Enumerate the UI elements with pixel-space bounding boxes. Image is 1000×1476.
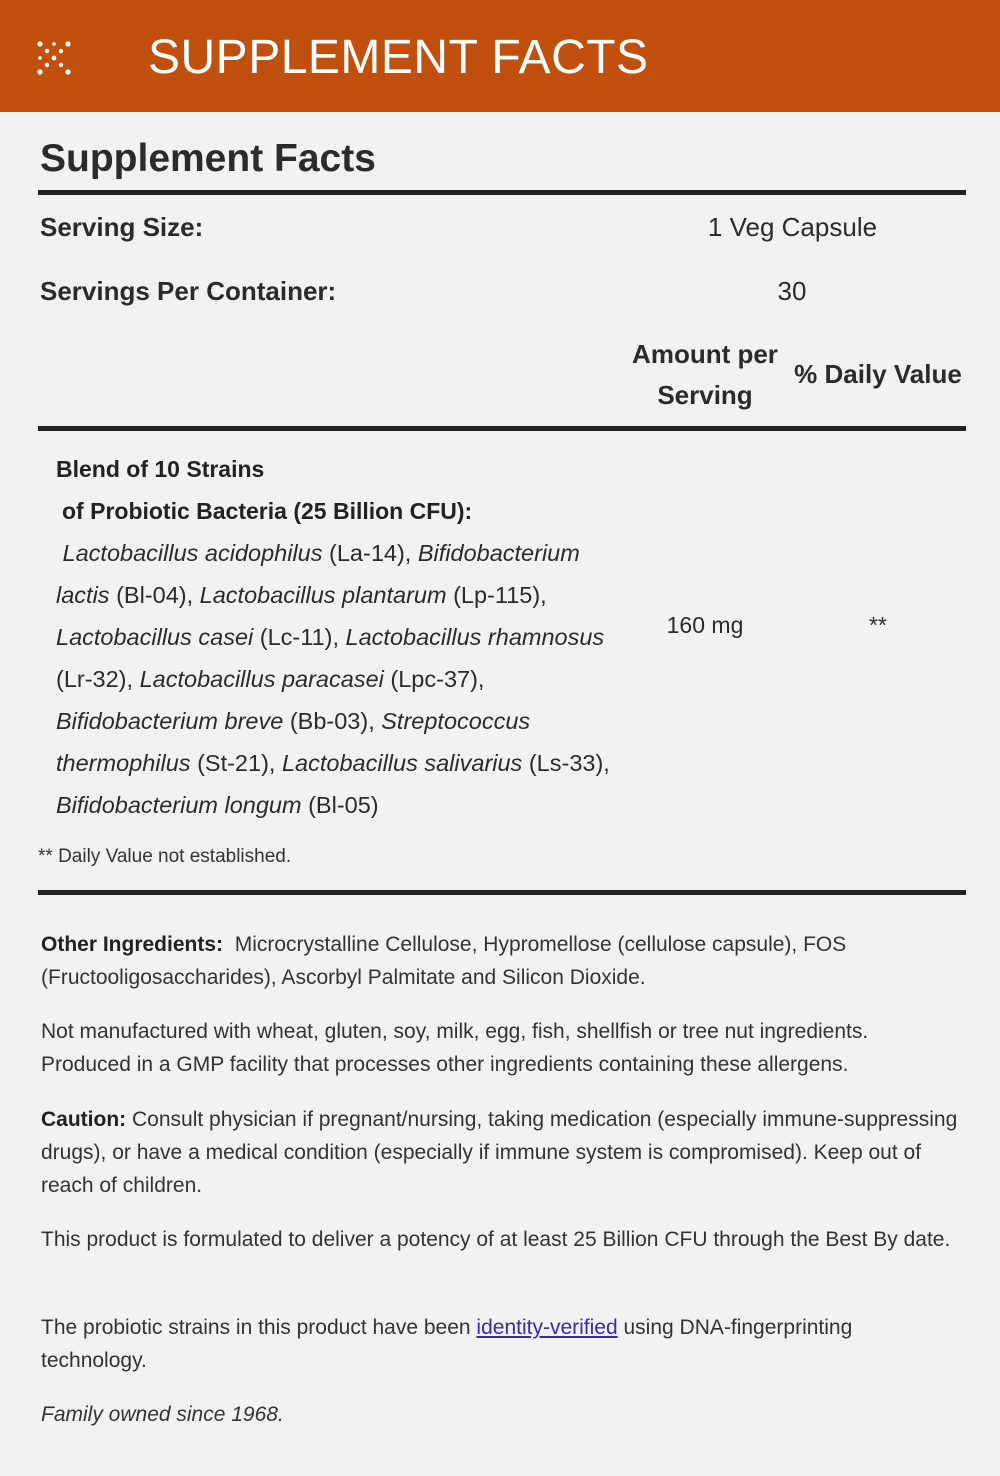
serving-size-value: 1 Veg Capsule (707, 212, 878, 242)
divider (38, 890, 966, 895)
caution-statement (41, 1103, 961, 1202)
strain-code: (Bl-04) (116, 582, 187, 608)
divider (38, 190, 966, 195)
strain-name: Streptococcus thermophilus (56, 708, 531, 776)
servings-label: Servings Per Container: (40, 276, 337, 306)
strain-name: Lactobacillus casei (56, 624, 254, 650)
other-ingredients (41, 928, 961, 994)
strain-name: Bifidobacterium breve (56, 708, 284, 734)
strain-name: Bifidobacterium lactis (56, 540, 580, 608)
strain-name: Lactobacillus paracasei (139, 666, 384, 692)
identity-verified-link[interactable]: identity-verified (476, 1316, 618, 1339)
daily-value-column-header: % Daily Value (794, 359, 962, 389)
other-ingredients-label: Other Ingredients: (41, 933, 224, 956)
daily-value-footnote: ** Daily Value not established. (38, 846, 292, 867)
blend-name-line1: Blend of 10 Strains (56, 456, 265, 482)
strain-code: (St-21) (197, 750, 269, 776)
strain-list: Lactobacillus acidophilus (La-14), Bifidobacterium lactis (Bl-04), Lactobacillus plantarum (Lp-115), Lactobacillus casei (Lc-11), Lactobacillus rhamnosus (Lr-32), Lactobacillus paracasei (Lpc-37), Bifidobacterium breve (Bb-03), Streptococcus thermophilus (St-21), Lactobacillus salivarius (Ls-33), Bifidobacterium longum (Bl-05) (56, 540, 610, 818)
strain-name: Bifidobacterium longum (56, 792, 302, 818)
strain-name: Lactobacillus plantarum (199, 582, 447, 608)
divider (38, 426, 966, 431)
blend-name-line2: of Probiotic Bacteria (25 Billion CFU): (62, 498, 473, 524)
strain-code: (Lc-11) (259, 624, 333, 650)
potency-statement: This product is formulated to deliver a potency of at least 25 Billion CFU through the Best By date. (41, 1228, 951, 1251)
blend-amount: 160 mg (666, 612, 744, 638)
amount-header-line2: Serving (657, 380, 753, 410)
strain-name: Lactobacillus salivarius (281, 750, 523, 776)
dna-text-after: using DNA-fingerprinting technology. (41, 1316, 853, 1372)
blend-daily-value: ** (869, 612, 887, 638)
serving-size-label: Serving Size: (40, 212, 204, 242)
strain-code: (Ls-33) (528, 750, 604, 776)
other-ingredients-text: Microcrystalline Cellulose, Hypromellose (cellulose capsule), FOS (Fructooligosaccharides), Ascorbyl Palmitate and Silicon Dioxide. (41, 933, 847, 989)
facts-title: Supplement Facts (40, 137, 376, 180)
sparkle-icon (36, 40, 72, 76)
strain-code: (Lpc-37) (390, 666, 478, 692)
strain-code: (Lr-32) (56, 666, 127, 692)
dna-text-before: The probiotic strains in this product have been (41, 1316, 471, 1339)
amount-column-header (620, 334, 790, 416)
allergen-statement: Not manufactured with wheat, gluten, soy, milk, egg, fish, shellfish or tree nut ingredients. Produced in a GMP facility that processes other ingredients containing these allergens. (41, 1020, 869, 1076)
caution-text: Consult physician if pregnant/nursing, taking medication (especially immune-suppressing drugs), or have a medical condition (especially if immune system is compromised). Keep out of reach of children. (41, 1108, 958, 1197)
strain-code: (Lp-115) (453, 582, 541, 608)
strain-name: Lactobacillus acidophilus (62, 540, 323, 566)
header-title: SUPPLEMENT FACTS (148, 31, 649, 84)
blend-name (56, 448, 616, 532)
amount-header-line1: Amount per (632, 339, 778, 369)
strain-code: (Bb-03) (289, 708, 369, 734)
family-owned-text: Family owned since 1968. (41, 1403, 284, 1426)
servings-value: 30 (777, 276, 807, 306)
strain-code: (La-14) (329, 540, 405, 566)
strain-name: Lactobacillus rhamnosus (345, 624, 605, 650)
dna-statement (41, 1311, 961, 1377)
caution-label: Caution: (41, 1108, 127, 1131)
strain-code: (Bl-05) (308, 792, 379, 818)
page-header (0, 0, 1000, 112)
